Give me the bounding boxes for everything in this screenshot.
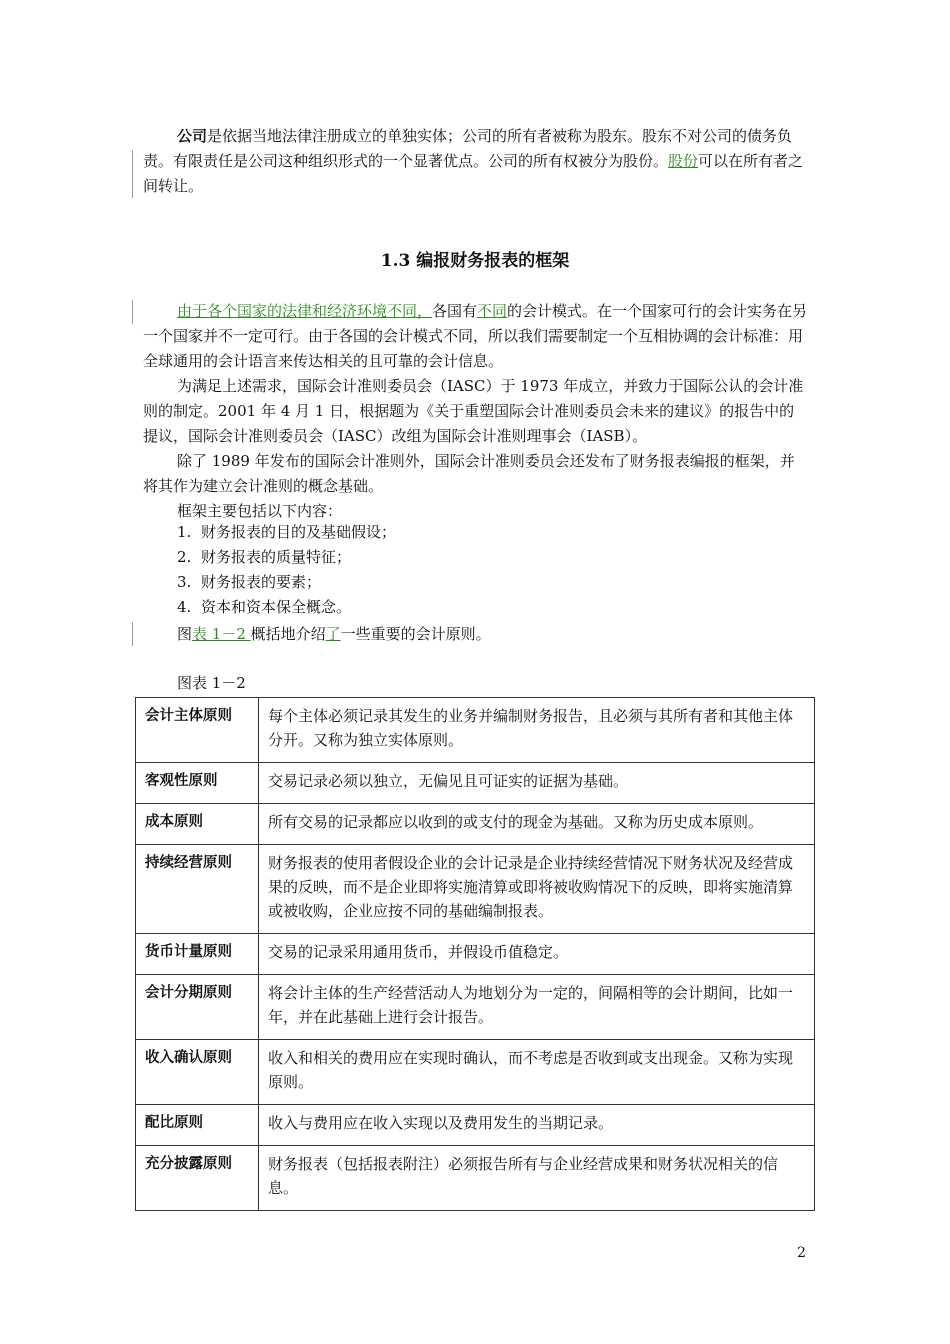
list-number: 4.	[177, 598, 192, 616]
paragraph-text: 的会计模式。在一个国家可行的会计实务在另一个国家并不一定可行。由于各国的会计模式不同，所以我们需要制定一个互相协调的会计标准：用全球通用的会计语言来传达相关的且可靠的会计信息。	[143, 302, 808, 370]
list-item	[177, 520, 396, 545]
principle-description: 交易的记录采用通用货币，并假设币值稳定。	[259, 934, 815, 975]
change-bar	[132, 622, 133, 646]
list-item	[177, 545, 396, 570]
figure-reference-paragraph	[143, 622, 808, 647]
section-heading: 1.3 编报财务报表的框架	[380, 251, 570, 271]
principle-name: 收入确认原则	[136, 1040, 259, 1105]
table-row	[136, 763, 815, 804]
company-tail: 可以在所有者之间转让。	[143, 152, 804, 195]
framework-paragraph-2: 除了 1989 年发布的国际会计准则外，国际会计准则委员会还发布了财务报表编报的框架，并将其作为建立会计准则的概念基础。	[143, 452, 795, 495]
table-row	[136, 845, 815, 934]
principle-description: 财务报表的使用者假设企业的会计记录是企业持续经营情况下财务状况及经营成果的反映，而不是企业即将实施清算或即将被收购情况下的反映，即将实施清算或被收购，企业应按不同的基础编制报表。	[259, 845, 815, 934]
table-row	[136, 1146, 815, 1211]
table-caption: 图表 1－2	[177, 674, 246, 692]
list-text: 财务报表的要素；	[201, 573, 322, 591]
principle-description: 每个主体必须记录其发生的业务并编制财务报告，且必须与其所有者和其他主体分开。又称为独立实体原则。	[259, 698, 815, 763]
principle-description: 财务报表（包括报表附注）必须报告所有与企业经营成果和财务状况相关的信息。	[259, 1146, 815, 1211]
table-row	[136, 975, 815, 1040]
paragraph-text: 图	[177, 625, 193, 643]
principle-description: 收入与费用应在收入实现以及费用发生的当期记录。	[259, 1105, 815, 1146]
list-number: 2.	[177, 548, 192, 566]
principle-name: 客观性原则	[136, 763, 259, 804]
list-text: 财务报表的质量特征；	[201, 548, 352, 566]
principle-description: 将会计主体的生产经营活动人为地划分为一定的，间隔相等的会计期间，比如一年，并在此基础上进行会计报告。	[259, 975, 815, 1040]
figure-link[interactable]: 表 1－2	[192, 625, 251, 643]
change-bar	[132, 150, 133, 198]
principle-description: 所有交易的记录都应以收到的或支付的现金为基础。又称为历史成本原则。	[259, 804, 815, 845]
company-text: 是依据当地法律注册成立的单独实体；公司的所有者被称为股东。股东不对公司的债务负责。有限责任是公司这种组织形式的一个显著优点。公司的所有权被分为股份。	[143, 127, 793, 170]
inserted-text[interactable]: 不同	[477, 302, 508, 320]
table-row	[136, 804, 815, 845]
principle-name: 配比原则	[136, 1105, 259, 1146]
principle-description: 收入和相关的费用应在实现时确认，而不考虑是否收到或支出现金。又称为实现原则。	[259, 1040, 815, 1105]
principle-name: 成本原则	[136, 804, 259, 845]
paragraph-text: 一些重要的会计原则。	[340, 625, 491, 643]
table-row	[136, 698, 815, 763]
accounting-principles-table	[135, 697, 815, 1211]
principle-description: 交易记录必须以独立，无偏见且可证实的证据为基础。	[259, 763, 815, 804]
share-link[interactable]: 股份	[668, 152, 699, 170]
table-row	[136, 934, 815, 975]
principle-name: 会计主体原则	[136, 698, 259, 763]
list-text: 资本和资本保全概念。	[201, 598, 352, 616]
framework-list	[177, 520, 396, 620]
principle-name: 会计分期原则	[136, 975, 259, 1040]
list-text: 财务报表的目的及基础假设；	[201, 523, 397, 541]
principle-name: 持续经营原则	[136, 845, 259, 934]
principle-name: 货币计量原则	[136, 934, 259, 975]
inserted-text[interactable]: 了	[325, 625, 341, 643]
principle-name: 充分披露原则	[136, 1146, 259, 1211]
framework-paragraph-1	[143, 299, 808, 374]
list-number: 3.	[177, 573, 192, 591]
framework-intro: 框架主要包括以下内容：	[177, 502, 343, 520]
page-number: 2	[797, 1245, 806, 1261]
change-bar	[132, 300, 133, 324]
list-item	[177, 595, 396, 620]
table-row	[136, 1105, 815, 1146]
table-row	[136, 1040, 815, 1105]
paragraph-text: 概括地介绍	[250, 625, 326, 643]
company-paragraph	[143, 124, 808, 199]
company-term: 公司	[177, 127, 208, 145]
paragraph-text: 各国有	[432, 302, 478, 320]
inserted-text[interactable]: 由于各个国家的法律和经济环境不同，	[177, 302, 433, 320]
iasc-paragraph: 为满足上述需求，国际会计准则委员会（IASC）于 1973 年成立，并致力于国际公认的会计准则的制定。2001 年 4 月 1 日，根据题为《关于重塑国际会计准则委员会未来的建议》的报告中的提议，国际会计准则委员会（IASC）改组为国际会计准则理事会（IASB）。	[143, 377, 804, 445]
list-number: 1.	[177, 523, 192, 541]
list-item	[177, 570, 396, 595]
